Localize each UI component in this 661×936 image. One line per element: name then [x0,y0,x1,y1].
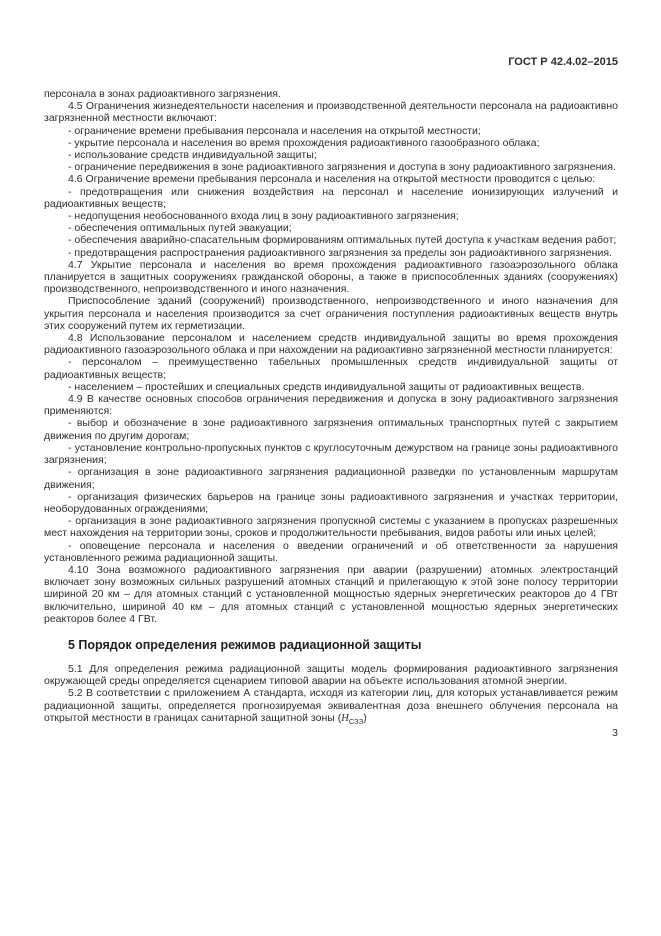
list-item: - ограничение времени пребывания персонала и населения на открытой местности; [68,124,481,137]
list-item: - выбор и обозначение в зоне радиоактивного загрязнения оптимальных транспортных путей с закрытием движения по другим дорогам; [44,417,618,442]
paragraph: 4.9 В качестве основных способов ограничения передвижения и допуска в зону радиоактивного загрязнения применяются: [44,393,618,418]
list-item: - установление контрольно-пропускных пунктов с круглосуточным дежурством на границе зоны радиоактивного загрязнения; [44,441,618,467]
paragraph: 5.1 Для определения режима радиационной защиты модель формирования радиоактивного загрязнения окружающей среды определяется сценарием типовой аварии на объекте использования атомной энергии. [44,662,618,688]
list-item: - предотвращения распространения радиоактивного загрязнения за пределы зон радиоактивного загрязнения. [68,246,612,259]
text-run: ) [363,711,367,724]
list-item: - организация в зоне радиоактивного загрязнения пропускной системы с указанием в пропусках разрешенных мест нахождения на территории зоны, сроков и продолжительности пребывания, видов работы или иных целей; [44,515,618,540]
list-item: - использование средств индивидуальной защиты; [68,149,317,162]
formula-variable: H [341,712,349,724]
paragraph: 4.7 Укрытие персонала и населения во время прохождения радиоактивного газоаэрозольного облака планируется в защитных сооружениях гражданской обороны, а также в приспособленных зданиях (сооружениях) производственного, непроизводственного и иного назначения. [44,258,618,296]
document-body [44,88,618,725]
paragraph: 4.5 Ограничения жизнедеятельности населения и производственной деятельности персонала на радиоактивно загрязненной местности включают: [44,100,618,125]
formula-subscript: СЗЗ [348,716,364,726]
paragraph: персонала в зонах радиоактивного загрязнения. [44,88,281,100]
list-item: - оповещение персонала и населения о введении ограничений и об ответственности за нарушения установленного режима радиационной защиты. [44,539,618,564]
list-item: - населением – простейших и специальных средств индивидуальной защиты от радиоактивных веществ. [68,380,585,393]
list-item: - предотвращения или снижения воздействия на персонал и население ионизирующих излучений и радиоактивных веществ; [44,185,618,210]
list-item: - недопущения необоснованного входа лиц в зону радиоактивного загрязнения; [68,210,459,223]
paragraph: 4.6 Ограничение времени пребывания персонала и населения на открытой местности проводится с целью: [68,173,596,186]
doc-number-header: ГОСТ Р 42.4.02–2015 [508,56,618,68]
list-item: - укрытие персонала и населения во время прохождения радиоактивного газообразного облака; [68,136,540,149]
paragraph: Приспособление зданий (сооружений) производственного, непроизводственного и иного назначения для укрытия персонала и населения производится за счет ограничения поступления радиоактивных веществ внутрь этих сооружений путем их герметизации. [44,295,618,332]
page-number: 3 [612,726,618,739]
list-item: - ограничение передвижения в зоне радиоактивного загрязнения и доступа в зону радиоактивного загрязнения. [68,161,616,174]
section-heading: 5 Порядок определения режимов радиационной защиты [68,637,422,652]
text-run: 5.2 В соответствии с приложением А стандарта, исходя из категории лиц, для которых устанавливается режим радиационной защиты, определяется прогнозируемая эквивалентная доза внешнего облучения персонала на открытой местности в границах санитарной защитной зоны ( [44,687,618,724]
paragraph: 4.10 Зона возможного радиоактивного загрязнения при аварии (разрушении) атомных электростанций включает зону возможных сильных разрушений атомных станций и прилегающую к этой зоне полосу территории шириной 20 км – для атомных станций с установленной мощностью ядерных энергетических реакторов до 4 ГВт включительно, шириной 40 км – для атомных станций с установленной мощностью ядерных энергетических реакторов более 4 ГВт. [44,563,618,625]
list-item: - обеспечения аварийно-спасательным формированиям оптимальных путей доступа к участкам ведения работ; [68,234,617,247]
list-item: - организация в зоне радиоактивного загрязнения радиационной разведки по установленным маршрутам движения; [44,466,618,491]
list-item: - обеспечения оптимальных путей эвакуации; [68,222,292,235]
list-item: - персоналом – преимущественно табельных промышленных средств индивидуальной защиты от радиоактивных веществ; [44,356,618,381]
list-item: - организация физических барьеров на границе зоны радиоактивного загрязнения и участках территории, необорудованных ограждениями; [44,490,618,515]
paragraph: 4.8 Использование персоналом и населением средств индивидуальной защиты во время прохождения радиоактивного газоаэрозольного облака и при нахождении на радиоактивно загрязненной местности планируется: [44,332,618,357]
paragraph [44,687,618,725]
